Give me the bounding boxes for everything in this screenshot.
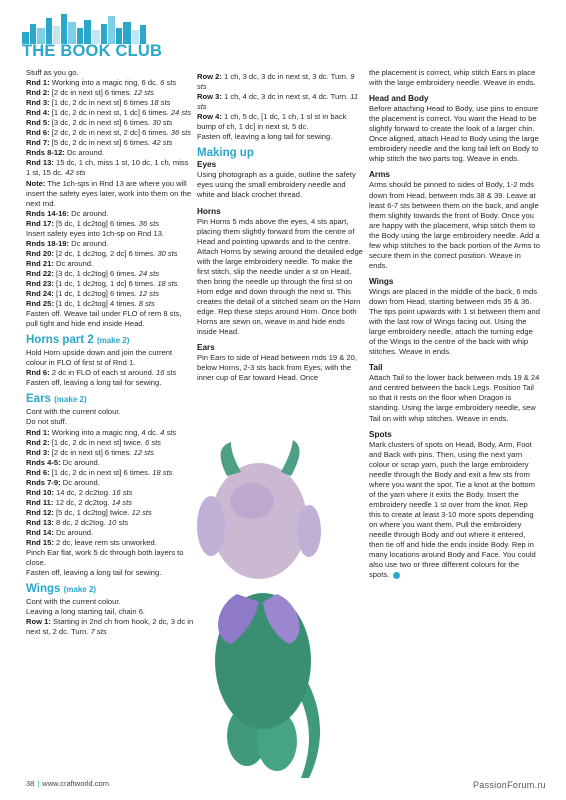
arms-text: Arms should be pinned to sides of Body, 1-2 mds down from Head, between mds 38 & 39. Leave at least 6-7 sts between them on the back, and angle them slightly towards the front of Body. Once you are happy with the placement, whip stitch them to the Body using the large embroidery needle. Add a few whip stitches to the back portion of the Arms to secure them in the correct position. Weave in ends. bbox=[369, 180, 540, 270]
pattern-row: Rnd 14: Dc around. bbox=[26, 527, 94, 537]
section-heading-horns-2: Horns part 2 (make 2) bbox=[26, 334, 130, 347]
pattern-row: Rnd 13: 8 dc, 2 dc2tog. 10 sts bbox=[26, 517, 129, 527]
pattern-row: Rnd 20: [2 dc, 1 dc2tog, 2 dc] 6 times. 30 sts bbox=[26, 248, 178, 258]
pattern-row: Rnd 6: [2 dc, 2 dc in next st, 2 dc] 6 times. 36 sts bbox=[26, 128, 192, 138]
subheading-arms: Arms bbox=[369, 170, 390, 180]
column-1 bbox=[26, 68, 194, 637]
footer-site: www.craftworld.com bbox=[42, 779, 109, 788]
pattern-row: Rnd 1: Working into a magic ring, 4 dc. 4 sts bbox=[26, 427, 177, 437]
pattern-row: Rnd 4: [1 dc, 2 dc in next st, 1 dc] 6 times. 24 sts bbox=[26, 108, 192, 118]
pattern-row: Rnd 13: 15 dc, 1 ch, miss 1 st, 10 dc, 1 ch, miss 1 st, 15 dc. 42 sts bbox=[26, 158, 189, 178]
horns-text: Pin Horns 5 mds above the eyes, 4 sts apart, placing them slightly forward from the centre of Head and pointing upwards and to the centre. Attach Horns by sewing around the detailed edge with the large embroidery needle. To make the first stitch, slip the needle under a st on Head, then bring the needle up through the first st on Horn edge and down through the next st. This creates the detail of a stitched seam on the Horn edge. Rep these steps around Horn. Once both Horns are sewn on, weave in and hide ends inside Head. bbox=[197, 216, 363, 337]
insert-eyes-text: Insert safety eyes into 1ch-sp on Rnd 13. bbox=[26, 228, 165, 238]
subheading-horns: Horns bbox=[197, 206, 221, 216]
pattern-row: Rnd 17: [5 dc, 1 dc2tog] 6 times. 36 sts bbox=[26, 218, 159, 228]
head-rounds-list bbox=[26, 78, 194, 178]
head-body-text: Before attaching Head to Body, use pins to ensure the placement is correct. You want the Head to be slightly forward to create the look of a larger chin. Once aligned, attach Head to Body using the large embroidery needle and the long tail left on Body to whip stitch the two parts tog. Weave in ends. bbox=[369, 104, 539, 164]
pattern-row: Rnd 25: [1 dc, 1 dc2tog] 4 times. 8 sts bbox=[26, 299, 155, 309]
pattern-row: Rnd 3: [1 dc, 2 dc in next st] 6 times 18 sts bbox=[26, 98, 171, 108]
subheading-eyes: Eyes bbox=[197, 160, 217, 170]
pattern-row: Row 1: Starting in 2nd ch from hook, 2 dc, 3 dc in next st, 2 dc. Turn. 7 sts bbox=[26, 617, 194, 637]
fasten-off-text: Fasten off. Weave tail under FLO of rem 8 sts, pull tight and hide end inside Head. bbox=[26, 309, 182, 329]
end-mark-icon bbox=[393, 572, 400, 579]
pattern-row: Rnd 10: 14 dc, 2 dc2tog. 16 sts bbox=[26, 487, 133, 497]
column-2 bbox=[197, 72, 363, 383]
section-heading-wings: Wings (make 2) bbox=[26, 583, 97, 596]
pattern-row: Rnd 5: [3 dc, 2 dc in next st] 6 times. 30 sts bbox=[26, 118, 173, 128]
pattern-row: Rnd 12: [5 dc, 1 dc2tog] twice. 12 sts bbox=[26, 507, 152, 517]
stuff-note: Stuff as you go. bbox=[26, 68, 79, 77]
pattern-row: Rnd 15: 2 dc, leave rem sts unworked. bbox=[26, 538, 157, 548]
wings-text: Wings are placed in the middle of the back, 6 mds down from Head, starting between mds 35 & 36. The tips point upwards with 1 st between them and with the last row of Wings facing out. Using the large embroidery needle, attach the turning edge of the Wings to the centre of the back with whip stitches. Weave in ends. bbox=[369, 286, 540, 357]
subheading-head-body: Head and Body bbox=[369, 94, 429, 104]
spots-text: Mark clusters of spots on Head, Body, Arm, Foot and Back with pins. Then, using the next yarn colour or scrap yarn, push the large embroidery needle through the Body and exit a few sts from where you want the spot. Tie a knot at the bottom of the yarn where it exits the Body. Insert the embroidery needle 1 st over from the knot. Rep this to create at least 3-10 more spots depending on where you want them. Pull the embroidery needle through Body and out where it entered, then tie off and hide the ends inside Body. Rep in many locations around Body and Face. You could also use two or three different colours for the spots. bbox=[369, 439, 536, 580]
pattern-row: Rnds 7-9: Dc around. bbox=[26, 477, 100, 487]
pattern-row: Rnd 23: [1 dc, 1 dc2tog, 1 dc] 6 times. 18 sts bbox=[26, 278, 178, 288]
pattern-row: Rnd 22: [3 dc, 1 dc2tog] 6 times. 24 sts bbox=[26, 268, 159, 278]
pattern-row: Rnds 14-16: Dc around. bbox=[26, 208, 109, 218]
pattern-row: Rnds 4-5: Dc around. bbox=[26, 457, 100, 467]
pattern-row: Rnd 21: Dc around. bbox=[26, 258, 94, 268]
pattern-row: Rnd 6: 2 dc in FLO of each st around. 16 sts bbox=[26, 368, 177, 378]
note-paragraph: Note: The 1ch-sps in Rnd 13 are where you will insert the safety eyes later, work into them on the next rnd. bbox=[26, 178, 192, 208]
pattern-row: Rnd 6: [1 dc, 2 dc in next st] 6 times. 18 sts bbox=[26, 467, 173, 477]
pattern-row: Row 2: 1 ch, 3 dc, 3 dc in next st, 3 dc. Turn. 9 sts bbox=[197, 72, 355, 92]
pattern-row: Rnd 1: Working into a magic ring, 6 dc. 6 sts bbox=[26, 78, 177, 88]
pattern-row: Rnds 18-19: Dc around. bbox=[26, 238, 109, 248]
page-number: 38 bbox=[26, 779, 35, 788]
ears-text: Pin Ears to side of Head between rnds 19 & 20, below Horns, 2-3 sts back from Eyes, with the inner cup of Ear toward Head. Once bbox=[197, 353, 357, 383]
pattern-row: Rnd 7: [5 dc, 2 dc in next st] 6 times. 42 sts bbox=[26, 138, 173, 148]
page-footer: 38 | www.craftworld.com bbox=[26, 779, 109, 788]
masthead bbox=[22, 10, 163, 62]
ears-continued-text: the placement is correct, whip stitch Ears in place with the large embroidery needle. Weave in ends. bbox=[369, 68, 536, 88]
ears-intro-2: Do not stuff. bbox=[26, 417, 67, 427]
ears-fasten: Fasten off, leaving a long tail for sewing. bbox=[26, 568, 162, 578]
ears-intro-1: Cont with the current colour. bbox=[26, 407, 121, 417]
horns-fasten: Fasten off, leaving a long tail for sewing. bbox=[26, 378, 162, 388]
watermark-text: PassionForum.ru bbox=[472, 780, 546, 790]
pattern-row: Rnd 11: 12 dc, 2 dc2tog. 14 sts bbox=[26, 497, 132, 507]
dragon-photo bbox=[197, 406, 367, 781]
horns-intro: Hold Horn upside down and join the current colour in FLO of first st of Rnd 1. bbox=[26, 348, 173, 368]
masthead-title: THE BOOK CLUB bbox=[22, 42, 163, 60]
pattern-row: Rnd 24: [1 dc, 1 dc2tog] 6 times. 12 sts bbox=[26, 289, 159, 299]
wings-fasten: Fasten off, leaving a long tail for sewing. bbox=[197, 132, 333, 142]
city-skyline-icon bbox=[22, 10, 152, 44]
pattern-row: Rnd 2: [1 dc, 2 dc in next st] twice. 6 sts bbox=[26, 437, 162, 447]
pattern-row: Rnd 2: [2 dc in next st] 6 times. 12 sts bbox=[26, 88, 154, 98]
section-heading-ears: Ears (make 2) bbox=[26, 393, 87, 406]
subheading-tail: Tail bbox=[369, 363, 383, 373]
wings-intro-2: Leaving a long starting tail, chain 6. bbox=[26, 607, 146, 617]
pattern-row: Row 4: 1 ch, 5 dc, [1 dc, 1 ch, 1 sl st in back bump of ch, 1 dc] in next st, 5 dc. bbox=[197, 112, 347, 132]
subheading-wings: Wings bbox=[369, 276, 394, 286]
pattern-row: Rnd 3: [2 dc in next st] 6 times. 12 sts bbox=[26, 447, 154, 457]
pattern-row: Rnds 8-12: Dc around. bbox=[26, 148, 105, 158]
subheading-ears: Ears bbox=[197, 343, 215, 353]
eyes-text: Using photograph as a guide, outline the safety eyes using the small embroidery needle and white and black crochet thread. bbox=[197, 170, 356, 200]
tail-text: Attach Tail to the lower back between rnds 19 & 24 and centred between the back Legs. Position Tail so that it rests on the floor when Dragon is standing. Using the large embroidery needle, sew Tail on with whip stitches. Weave in ends. bbox=[369, 373, 540, 423]
subheading-spots: Spots bbox=[369, 429, 392, 439]
section-heading-making-up: Making up bbox=[197, 147, 254, 160]
wings-intro-1: Cont with the current colour. bbox=[26, 597, 121, 607]
pattern-row: Row 3: 1 ch, 4 dc, 3 dc in next st, 4 dc. Turn. 11 sts bbox=[197, 92, 359, 112]
column-3 bbox=[369, 68, 541, 580]
ears-pinch: Pinch Ear flat, work 5 dc through both layers to close. bbox=[26, 548, 184, 568]
